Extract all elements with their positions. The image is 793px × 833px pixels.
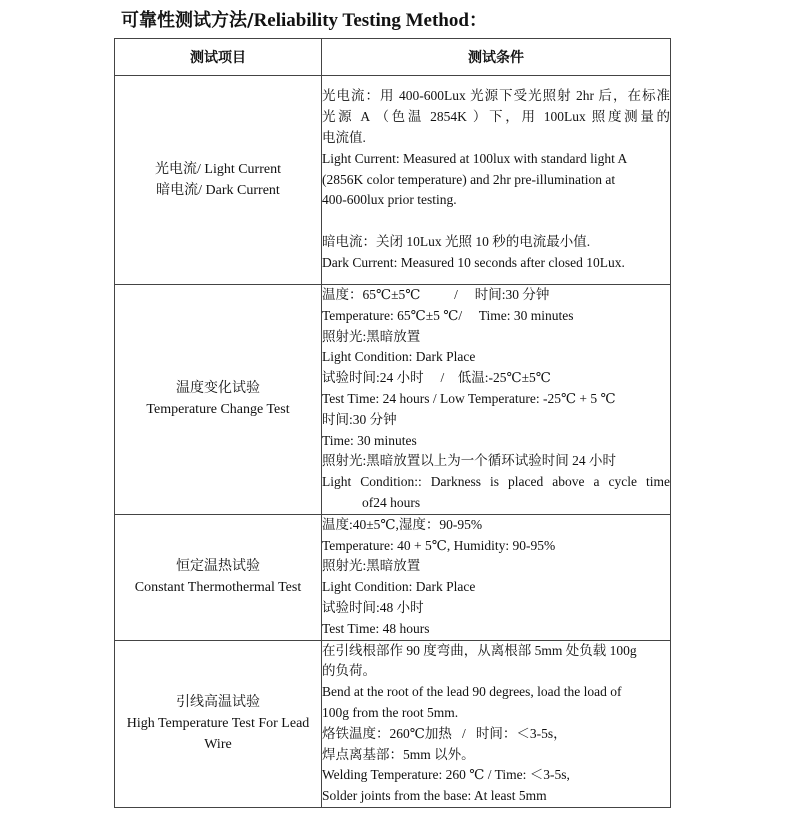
table-row [115,514,671,640]
test-item-line: High Temperature Test For Lead [126,716,310,732]
condition-line: 暗电流：关闭 10Lux 光照 10 秒的电流最小值. [322,233,591,249]
test-item-line: 恒定温热试验 [176,559,260,575]
table-row [115,640,671,807]
condition-line: Temperature: 65℃±5 ℃/ Time: 30 minutes [322,307,574,323]
test-conditions-cell [322,640,671,807]
test-item-line: 光电流/ Light Current [155,162,281,177]
condition-line: 试验时间:24 小时 / 低温:-25℃±5℃ [322,370,551,386]
title-zh: 可靠性测试方法/ [121,10,254,31]
title-suffix: ： [468,10,487,31]
test-item-line: Temperature Change Test [146,402,290,418]
condition-line: Solder joints from the base: At least 5mm [322,788,547,804]
table-row [115,285,671,515]
table-header-row [115,39,671,76]
test-item-line: 暗电流/ Dark Current [156,183,280,198]
test-item-line: 引线高温试验 [176,695,260,711]
reliability-test-table [114,38,671,808]
test-item-cell [115,640,322,807]
test-item-cell [115,514,322,640]
test-conditions-cell [322,285,671,515]
condition-line: (2856K color temperature) and 2hr pre-illumination at [322,171,616,187]
condition-line: 400-600lux prior testing. [322,192,457,208]
condition-line: 温度:40±5℃,湿度：90-95% [322,516,483,532]
condition-line: Dark Current: Measured 10 seconds after closed 10Lux. [322,254,625,270]
condition-line: Light Condition: Dark Place [322,349,476,365]
test-conditions-cell [322,514,671,640]
condition-line: 温度：65℃±5℃ / 时间:30 分钟 [322,287,550,302]
page-title [121,6,487,32]
condition-line: 照射光:黑暗放置 [322,558,421,574]
condition-line: 的负荷。 [322,663,376,679]
title-en: Reliability Testing Method [253,10,469,31]
test-conditions-cell [322,76,671,285]
test-item-line: 温度变化试验 [176,381,260,397]
header-test-conditions: 测试条件 [322,39,671,76]
condition-line: Welding Temperature: 260 ℃ / Time: ＜3-5s, [322,767,570,783]
condition-line: 试验时间:48 小时 [322,599,424,615]
condition-line: 时间:30 分钟 [322,411,397,427]
test-item-cell [115,76,322,285]
condition-line: of24 hours [362,494,421,510]
test-item-line: Wire [204,737,232,753]
condition-line: 照射光:黑暗放置 [322,328,421,344]
condition-line: Test Time: 48 hours [322,620,430,636]
header-test-item: 测试项目 [115,39,322,76]
condition-line: Time: 30 minutes [322,432,417,448]
test-item-line: Constant Thermothermal Test [134,580,302,596]
condition-line: Temperature: 40 + 5℃, Humidity: 90-95% [322,537,556,553]
condition-line: Light Condition:: Darkness is placed above a cycle time [322,474,670,490]
blank-line [322,211,670,232]
condition-line: Test Time: 24 hours / Low Temperature: -25℃ + 5 ℃ [322,390,616,406]
table-row [115,76,671,285]
condition-line: 在引线根部作 90 度弯曲，从离根部 5mm 处负载 100g [322,642,637,658]
condition-line: 100g from the root 5mm. [322,704,459,720]
condition-line: Light Condition: Dark Place [322,579,476,595]
test-item-cell [115,285,322,515]
condition-line: 电流值. [322,130,366,145]
condition-line: 光电流：用 400-600Lux 光源下受光照射 2hr 后，在标准 [322,88,670,104]
condition-line: Bend at the root of the lead 90 degrees, load the load of [322,684,622,700]
condition-line: 焊点离基部：5mm 以外。 [322,746,475,762]
condition-line: 光源 A （色温 2854K ）下，用 100Lux 照度测量的 [322,109,670,125]
condition-line: 烙铁温度：260℃加热 / 时间：＜3-5s， [322,725,567,741]
condition-line: 照射光:黑暗放置以上为一个循环试验时间 24 小时 [322,453,617,469]
condition-line: Light Current: Measured at 100lux with standard light A [322,150,628,166]
